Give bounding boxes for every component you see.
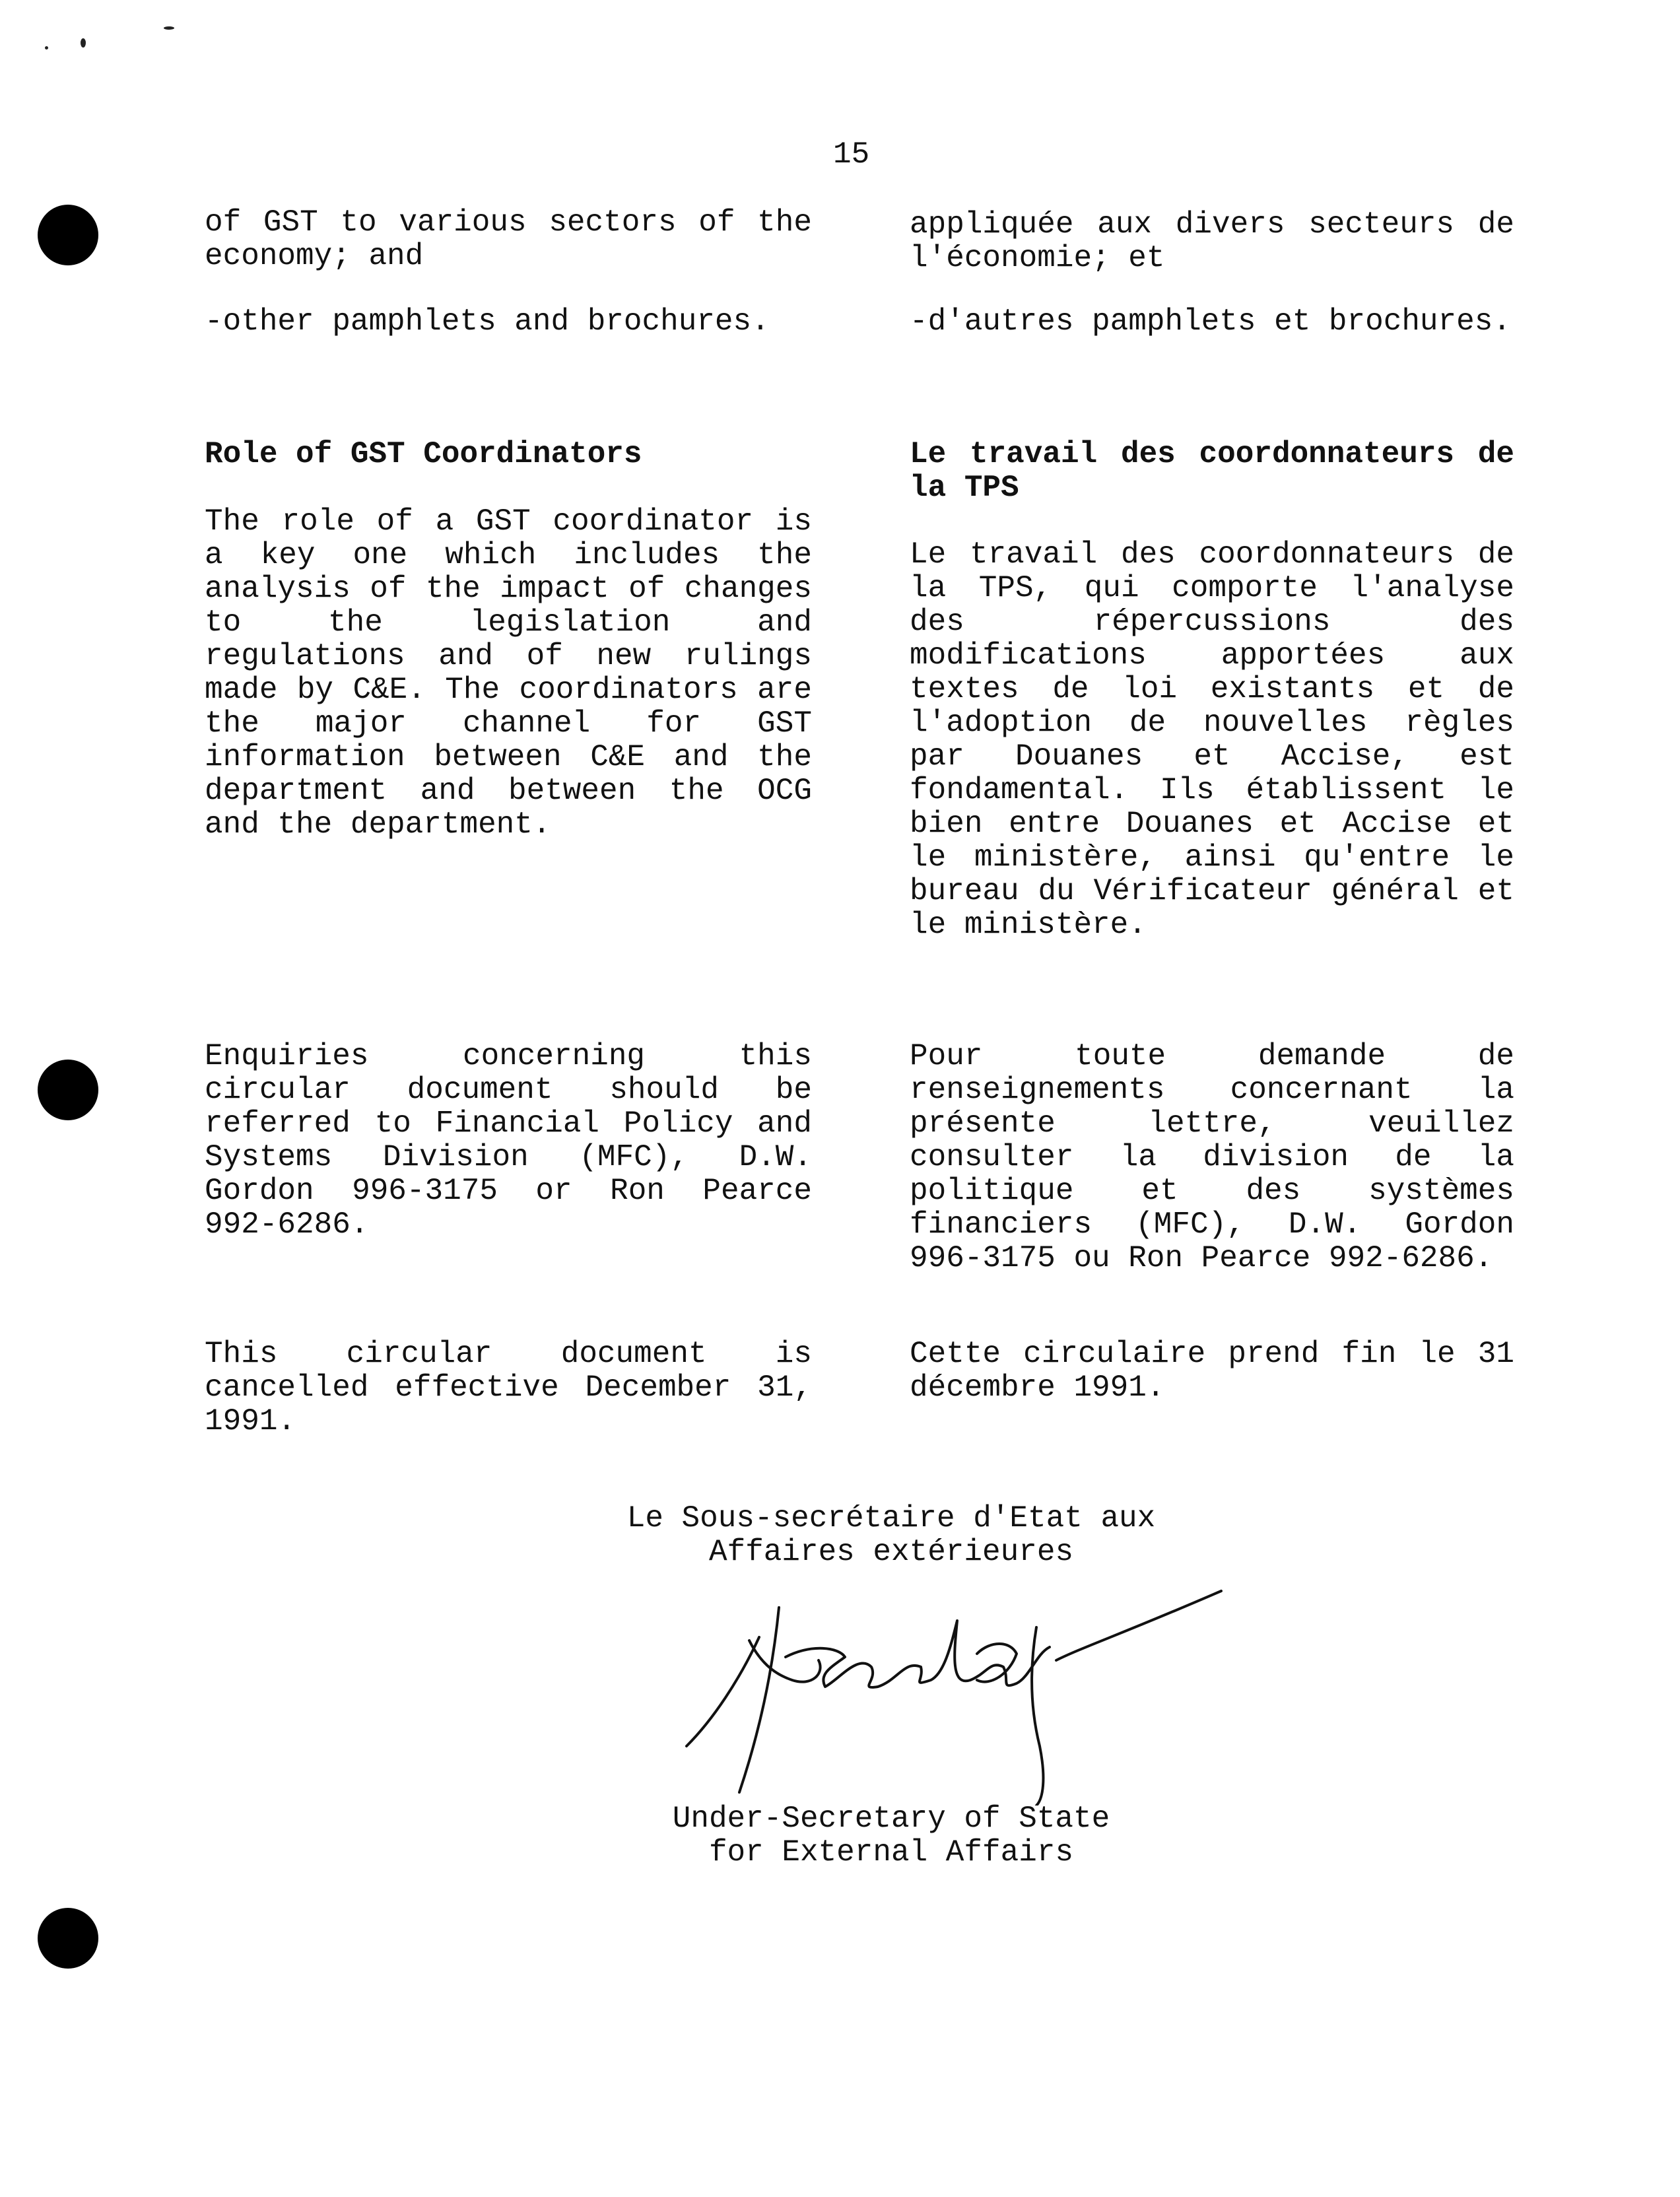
english-coordinators-heading: Role of GST Coordinators	[205, 437, 642, 471]
french-cancellation: Cette circulaire prend fin le 31 décembre 1991.	[910, 1337, 1514, 1405]
signature-title-en-line2: for External Affairs	[708, 1835, 1074, 1870]
punch-hole-top	[38, 205, 98, 265]
signature-title-en	[462, 1802, 1320, 1870]
scan-speck	[45, 46, 48, 50]
scan-speck	[164, 26, 174, 30]
english-other-item: -other pamphlets and brochures.	[205, 304, 770, 339]
french-other-item: -d'autres pamphlets et brochures.	[910, 304, 1511, 339]
signature-title-fr-line1: Le Sous-secrétaire d'Etat aux	[626, 1501, 1156, 1536]
signature-title-fr-line2: Affaires extérieures	[708, 1535, 1074, 1569]
english-enquiries: Enquiries concerning this circular document should be referred to Financial Policy and Systems Division (MFC), D.W. Gordon 996-3175 or Ron Pearce 992-6286.	[205, 1039, 812, 1242]
french-intro-tail: appliquée aux divers secteurs de l'économie; et	[910, 207, 1514, 275]
french-coordinators-body: Le travail des coordonnateurs de la TPS, qui comporte l'analyse des répercussions des modifications apportées aux textes de loi existants et de l'adoption de nouvelles règles par Douanes et Accise, est fondamental. Ils établissent le bien entre Douanes et Accise et le ministère, ainsi qu'entre le bureau du Vérificateur général et le ministère.	[910, 537, 1514, 942]
signature-title-en-line1: Under-Secretary of State	[672, 1802, 1110, 1836]
punch-hole-middle	[38, 1060, 98, 1120]
handwritten-signature	[660, 1581, 1228, 1806]
signature-title-fr	[462, 1502, 1320, 1569]
french-coordinators-heading: Le travail des coordonnateurs de la TPS	[910, 437, 1514, 505]
english-cancellation: This circular document is cancelled effective December 31, 1991.	[205, 1337, 812, 1438]
english-coordinators-body: The role of a GST coordinator is a key one which includes the analysis of the impact of changes to the legislation and regulations and of new rulings made by C&E. The coordinators are the major channel for GST information between C&E and the department and between the OCG and the department.	[205, 504, 812, 842]
french-enquiries: Pour toute demande de renseignements concernant la présente lettre, veuillez consulter la division de la politique et des systèmes financiers (MFC), D.W. Gordon 996-3175 ou Ron Pearce 992-6286.	[910, 1039, 1514, 1275]
scan-speck	[81, 38, 86, 48]
english-intro-tail: of GST to various sectors of the economy; and	[205, 205, 812, 273]
punch-hole-bottom	[38, 1908, 98, 1969]
page-number: 15	[833, 137, 870, 172]
